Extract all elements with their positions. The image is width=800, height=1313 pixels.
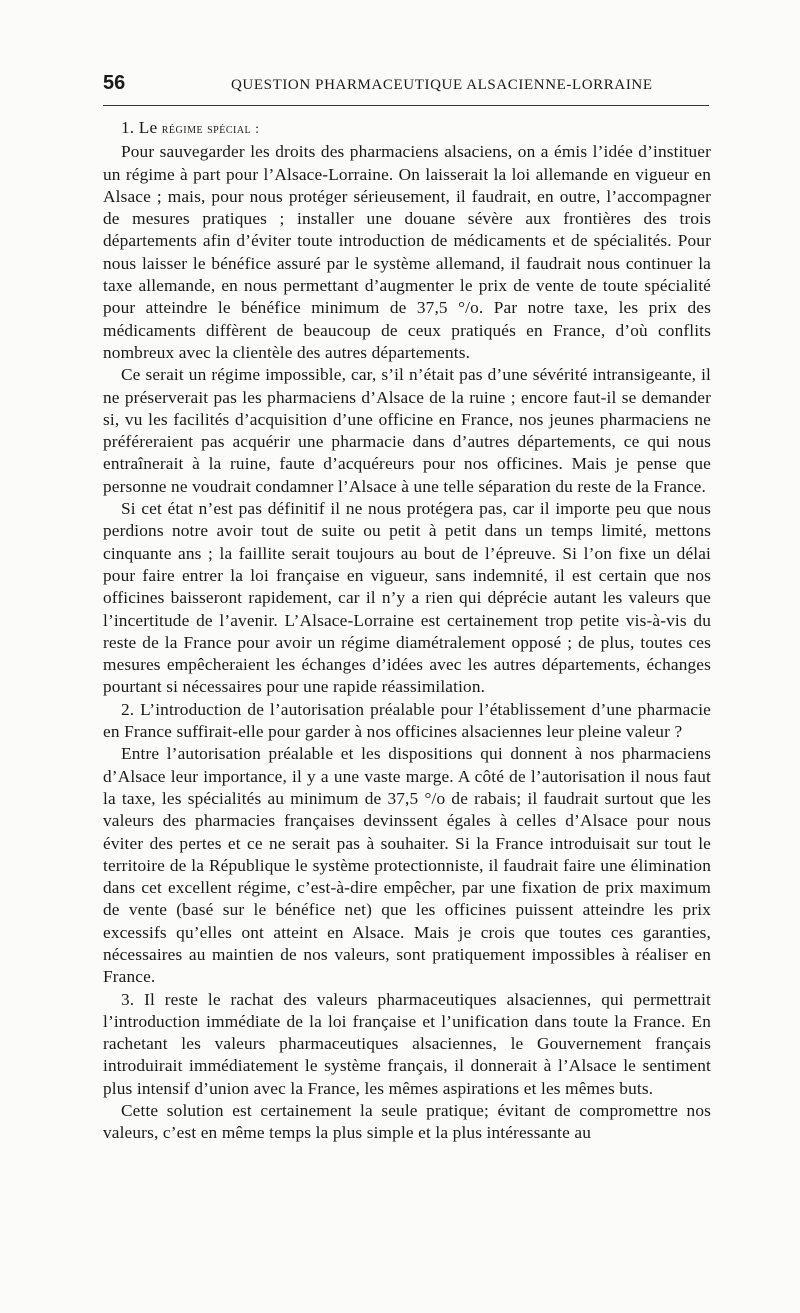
page-number: 56: [103, 72, 126, 94]
paragraph: 2. L’introduction de l’autorisation préalable pour l’établissement d’une pharmacie en France suffirait-elle pour garder à nos officines alsaciennes leur pleine valeur ?: [103, 699, 711, 742]
header-rule: [103, 105, 709, 106]
page-header: [103, 72, 709, 102]
paragraph: Si cet état n’est pas définitif il ne nous protégera pas, car il importe peu que nous perdions notre avoir tout de suite ou petit à petit dans un temps limité, mettons cinquante ans ; la faillite serait toujours au bout de l’épreuve. Si l’on fixe un délai pour faire entrer la loi française en vigueur, sans indemnité, il est certain que nos officines baisseront rapidement, car il n’y a rien qui déprécie autant les valeurs que l’incertitude de l’avenir. L’Alsace-Lorraine est certainement trop petite vis-à-vis du reste de la France pour avoir un régime diamétralement opposé ; de plus, toutes ces mesures empêcheraient les échanges d’idées avec les autres départements, échanges pourtant si nécessaires pour une rapide réassimilation.: [103, 499, 711, 697]
paragraph: Pour sauvegarder les droits des pharmaciens alsaciens, on a émis l’idée d’instituer un régime à part pour l’Alsace-Lorraine. On laisserait la loi allemande en vigueur en Alsace ; mais, pour nous protéger sérieusement, il faudrait, en outre, l’accompagner de mesures pratiques ; installer une douane sévère aux frontières des trois départements afin d’éviter toute introduction de médicaments et de spécialités. Pour nous laisser le bénéfice assuré par le système allemand, il faudrait nous continuer la taxe allemande, en nous permettant d’augmenter le prix de vente de toute spécialité pour atteindre le bénéfice minimum de 37,5 °/o. Par notre taxe, les prix des médicaments diffèrent de beaucoup de ceux pratiqués en France, d’où conflits nombreux avec la clientèle des autres départements.: [103, 142, 711, 362]
section-label-caps: régime spécial :: [161, 122, 260, 137]
paragraph: Entre l’autorisation préalable et les dispositions qui donnent à nos pharmaciens d’Alsace leur importance, il y a une vaste marge. A côté de l’autorisation il nous faut la taxe, les spécialités au minimum de 37,5 °/o de rabais; il faudrait surtout que les valeurs des pharmacies françaises devinssent égales à celles d’Alsace pour nous éviter des pertes et ce ne serait pas à souhaiter. Si la France introduisait sur tout le territoire de la République le système protectionniste, il faudrait faire une élimination dans cet excellent régime, c’est-à-dire empêcher, par une fixation de prix maximum de vente (basé sur le bénéfice net) que les officines puissent atteindre les prix excessifs qu’elles ont atteint en Alsace. Mais je crois que toutes ces garanties, nécessaires au maintien de nos valeurs, sont pratiquement impossibles à réaliser en France.: [103, 744, 711, 987]
paragraph: 3. Il reste le rachat des valeurs pharmaceutiques alsaciennes, qui permettrait l’introduction immédiate de la loi française et l’unification dans toute la France. En rachetant les valeurs pharmaceutiques alsaciennes, le Gouvernement français introduirait immédiatement le système français, il donnerait à l’Alsace le sentiment plus intensif d’union avec la France, les mêmes aspirations et les mêmes buts.: [103, 989, 711, 1098]
body-text: [103, 117, 711, 1145]
section-number: 1.: [121, 118, 135, 137]
paragraph: Cette solution est certainement la seule pratique; évitant de compromettre nos valeurs, c’est en même temps la plus simple et la plus intéressante au: [103, 1101, 711, 1143]
section-label-lead: Le: [138, 118, 158, 137]
running-head: QUESTION PHARMACEUTIQUE ALSACIENNE-LORRAINE: [231, 77, 653, 93]
paragraph: Ce serait un régime impossible, car, s’il n’était pas d’une sévérité intransigeante, il ne préserverait pas les pharmaciens d’Alsace de la ruine ; encore faut-il se demander si, vu les facilités d’acquisition d’une officine en France, nos jeunes pharmaciens ne préféreraient pas acquérir une pharmacie dans d’autres départements, ce qui nous entraînerait à la ruine, faute d’acquéreurs pour nos officines. Mais je pense que personne ne voudrait condamner l’Alsace à une telle séparation du reste de la France.: [103, 365, 711, 496]
section-heading-1: [121, 117, 711, 141]
